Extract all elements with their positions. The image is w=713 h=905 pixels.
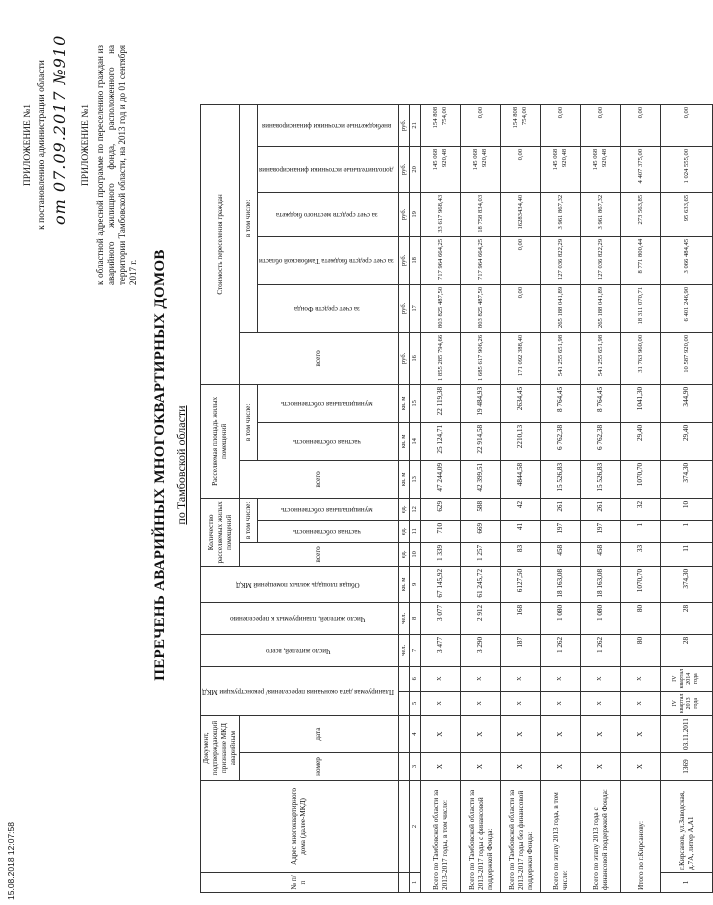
- appendix-1-label: ПРИЛОЖЕНИЕ №1: [23, 103, 33, 187]
- col-doc-date-header: дата: [240, 716, 399, 753]
- table-cell: 3 290: [460, 634, 500, 666]
- table-cell: 717 964 664,25: [420, 236, 460, 284]
- col-region-budget-header: за счет средств бюджета Тамбовской области: [258, 236, 399, 284]
- table-cell: 154 808 754,00: [500, 104, 540, 146]
- table-cell: 0,00: [660, 104, 712, 146]
- table-cell: 803 825 487,50: [420, 284, 460, 332]
- column-number-cell: 7: [409, 634, 420, 666]
- table-cell: 588: [460, 498, 500, 520]
- column-number-cell: 12: [409, 498, 420, 520]
- table-cell: 145 068 920,48: [460, 146, 500, 192]
- handwritten-date: от 07.09.2017 №910: [50, 34, 69, 225]
- table-cell: 29,40: [660, 422, 712, 460]
- table-cell: 8 764,45: [540, 384, 580, 422]
- table-cell: 32: [620, 498, 660, 520]
- col-residents-planned-header: Число жителей, планируемых к переселению: [201, 602, 399, 634]
- table-cell: 273 563,85: [620, 192, 660, 236]
- table-cell: X: [460, 753, 500, 781]
- print-timestamp: 15.08.2018 12:07:58: [6, 822, 16, 900]
- table-cell: 28: [660, 634, 712, 666]
- table-cell: 171 092 388,40: [500, 332, 540, 384]
- table-cell: 1 080: [580, 602, 620, 634]
- unit-cell: руб.: [398, 332, 409, 384]
- table-cell: 0,00: [540, 104, 580, 146]
- unit-cell: руб.: [398, 146, 409, 192]
- table-cell: 16283434,40: [500, 192, 540, 236]
- col-cost-header: Стоимость переселения граждан: [201, 104, 240, 384]
- unit-cell: кв. м: [398, 384, 409, 422]
- col-doc-header: Документ, подтверждающий признание МКД аварийным: [201, 716, 240, 781]
- table-cell: X: [500, 666, 540, 691]
- column-number-cell: 3: [409, 753, 420, 781]
- table-cell: 42: [500, 498, 540, 520]
- column-number-cell: 11: [409, 520, 420, 542]
- table-cell: 80: [620, 634, 660, 666]
- table-cell: 1 262: [580, 634, 620, 666]
- table-cell: 8 764,45: [580, 384, 620, 422]
- table-cell: 80: [620, 602, 660, 634]
- table-cell: 18 758 834,03: [460, 192, 500, 236]
- table-cell: 374,30: [660, 460, 712, 498]
- col-extra-budget-header: внебюджетные источники финансирования: [258, 104, 399, 146]
- table-cell: 197: [540, 520, 580, 542]
- table-cell: 95 633,65: [660, 192, 712, 236]
- table-cell: 22 119,38: [420, 384, 460, 422]
- col-rooms-header: Количество расселяемых жилых помещений: [201, 498, 240, 566]
- unit-cell: ед.: [398, 542, 409, 566]
- column-number-cell: 2: [409, 781, 420, 873]
- table-cell: 18 163,08: [540, 566, 580, 602]
- col-rooms-municipal-header: муниципальная собственность: [258, 498, 399, 520]
- col-area-total-header: всего: [240, 460, 399, 498]
- table-cell: X: [460, 666, 500, 691]
- table-cell: X: [460, 716, 500, 753]
- column-number-cell: 19: [409, 192, 420, 236]
- row-label-cell: Всего по Тамбовской области за 2013-2017 годы с финансовой поддержкой Фонда:: [460, 781, 500, 893]
- table-cell: 717 964 664,25: [460, 236, 500, 284]
- table-cell: 374,30: [660, 566, 712, 602]
- column-number-cell: 21: [409, 104, 420, 146]
- unit-cell: кв. м: [398, 566, 409, 602]
- col-num-header: № п/п: [201, 873, 399, 893]
- table-cell: 1: [620, 520, 660, 542]
- table-cell: X: [620, 753, 660, 781]
- row-label-cell: Всего по этапу 2013 года, в том числе:: [540, 781, 580, 893]
- table-cell: 1 024 555,00: [660, 146, 712, 192]
- table-cell: 2210,13: [500, 422, 540, 460]
- unit-cell: руб.: [398, 104, 409, 146]
- col-doc-number-header: номер: [240, 753, 399, 781]
- table-cell: 1041,30: [620, 384, 660, 422]
- table-cell: 6 762,38: [580, 422, 620, 460]
- table-cell: 187: [500, 634, 540, 666]
- table-cell: 22 914,58: [460, 422, 500, 460]
- col-address-header: Адрес многоквартирного дома (далее-МКД): [201, 781, 399, 873]
- table-cell: X: [620, 691, 660, 716]
- table-cell: 10 587 920,00: [660, 332, 712, 384]
- table-cell: X: [580, 716, 620, 753]
- unit-cell: кв. м: [398, 422, 409, 460]
- column-number-cell: 4: [409, 716, 420, 753]
- table-cell: 0,00: [460, 104, 500, 146]
- table-cell: X: [500, 691, 540, 716]
- table-cell: 458: [540, 542, 580, 566]
- table-cell: 3 477: [420, 634, 460, 666]
- table-cell: 265 188 041,89: [540, 284, 580, 332]
- table-cell: 25 124,71: [420, 422, 460, 460]
- table-cell: X: [460, 691, 500, 716]
- unit-cell: [398, 716, 409, 753]
- table-cell: 41: [500, 520, 540, 542]
- table-cell: 19 484,93: [460, 384, 500, 422]
- column-number-cell: 15: [409, 384, 420, 422]
- unit-cell: чел.: [398, 602, 409, 634]
- col-area-including-header: в том числе:: [240, 384, 258, 460]
- col-cost-including-header: в том числе:: [240, 104, 258, 332]
- table-cell: 28: [660, 602, 712, 634]
- col-area-header: Расселяемая площадь жилых помещений: [201, 384, 240, 498]
- table-cell: X: [620, 716, 660, 753]
- table-cell: 18 311 070,71: [620, 284, 660, 332]
- column-number-cell: 8: [409, 602, 420, 634]
- col-rooms-total-header: всего: [240, 542, 399, 566]
- column-number-cell: 14: [409, 422, 420, 460]
- table-row: [460, 104, 500, 892]
- table-cell: 6127,50: [500, 566, 540, 602]
- table-cell: X: [420, 753, 460, 781]
- table-cell: 1 685 617 906,26: [460, 332, 500, 384]
- row-number-cell: 1: [660, 873, 712, 893]
- column-number-cell: 17: [409, 284, 420, 332]
- table-cell: 33 617 968,43: [420, 192, 460, 236]
- table-cell: X: [420, 691, 460, 716]
- table-cell: 2 912: [460, 602, 500, 634]
- col-rooms-including-header: в том числе:: [240, 498, 258, 542]
- table-cell: IV квартал 2014 года: [660, 666, 712, 691]
- table-cell: 168: [500, 602, 540, 634]
- table-cell: 11: [660, 542, 712, 566]
- col-rooms-private-header: частная собственность: [258, 520, 399, 542]
- table-cell: 0,00: [500, 236, 540, 284]
- table-cell: 1 257: [460, 542, 500, 566]
- resolution-line: к постановлению администрации области: [37, 60, 47, 230]
- table-cell: 31 763 960,00: [620, 332, 660, 384]
- col-local-budget-header: за счет средств местного бюджета: [258, 192, 399, 236]
- table-cell: 197: [580, 520, 620, 542]
- table-row: [620, 104, 660, 892]
- table-cell: 0,00: [500, 284, 540, 332]
- table-cell: X: [540, 753, 580, 781]
- appendix-2-label: ПРИЛОЖЕНИЕ №1: [81, 103, 91, 187]
- table-cell: 127 036 822,29: [540, 236, 580, 284]
- table-cell: 3 077: [420, 602, 460, 634]
- table-cell: 15 526,83: [540, 460, 580, 498]
- table-row: [580, 104, 620, 892]
- page-title: ПЕРЕЧЕНЬ АВАРИЙНЫХ МНОГОКВАРТИРНЫХ ДОМОВ: [152, 249, 168, 681]
- column-number-cell: 5: [409, 691, 420, 716]
- table-cell: 145 068 920,48: [420, 146, 460, 192]
- table-cell: 1 262: [540, 634, 580, 666]
- table-cell: X: [540, 691, 580, 716]
- unit-cell: чел.: [398, 634, 409, 666]
- table-cell: X: [580, 666, 620, 691]
- table-cell: 3 066 484,45: [660, 236, 712, 284]
- table-cell: 33: [620, 542, 660, 566]
- unit-cell: [398, 873, 409, 893]
- column-number-cell: 13: [409, 460, 420, 498]
- table-cell: 0,00: [580, 104, 620, 146]
- table-cell: 458: [580, 542, 620, 566]
- table-cell: 710: [420, 520, 460, 542]
- col-cost-total-header: всего: [240, 332, 399, 384]
- table-cell: X: [540, 716, 580, 753]
- unit-cell: ед.: [398, 498, 409, 520]
- table-cell: X: [540, 666, 580, 691]
- table-cell: 4 407 375,00: [620, 146, 660, 192]
- table-cell: X: [420, 666, 460, 691]
- table-cell: X: [420, 716, 460, 753]
- table-cell: 18 163,08: [580, 566, 620, 602]
- unit-cell: кв. м: [398, 460, 409, 498]
- table-cell: 3 961 867,32: [540, 192, 580, 236]
- table-cell: 541 255 651,98: [580, 332, 620, 384]
- table-cell: 47 244,09: [420, 460, 460, 498]
- program-reference: к областной адресной программе по переселению граждан из аварийного жилищного фонда, расположенного на территории Тамбовской области, на 2013 год и до 01 сентября 2017 г.: [95, 45, 138, 285]
- table-cell: 3 961 867,32: [580, 192, 620, 236]
- table-cell: 344,90: [660, 384, 712, 422]
- table-cell: 541 255 651,98: [540, 332, 580, 384]
- houses-table: [200, 104, 713, 893]
- column-number-cell: 6: [409, 666, 420, 691]
- table-cell: X: [580, 753, 620, 781]
- column-number-cell: 20: [409, 146, 420, 192]
- col-area-municipal-header: муниципальная собственность: [258, 384, 399, 422]
- unit-cell: ед.: [398, 520, 409, 542]
- table-cell: 1: [660, 520, 712, 542]
- table-cell: 61 245,72: [460, 566, 500, 602]
- table-cell: 2634,45: [500, 384, 540, 422]
- table-cell: IV квартал 2013 года: [660, 691, 712, 716]
- row-label-cell: Итого по г.Кирсанову:: [620, 781, 660, 893]
- column-number-cell: 9: [409, 566, 420, 602]
- table-cell: 265 188 041,89: [580, 284, 620, 332]
- table-cell: 42 399,51: [460, 460, 500, 498]
- table-cell: 803 825 487,50: [460, 284, 500, 332]
- table-cell: 629: [420, 498, 460, 520]
- table-row: [500, 104, 540, 892]
- table-cell: 1070,70: [620, 460, 660, 498]
- table-cell: 8 771 800,44: [620, 236, 660, 284]
- col-planned-header: Планируемая дата окончания переселения/ реконструкции МКД: [201, 666, 399, 715]
- table-row: [660, 104, 712, 892]
- table-cell: 261: [540, 498, 580, 520]
- table-cell: 669: [460, 520, 500, 542]
- col-fund-header: за счет средств Фонда: [258, 284, 399, 332]
- region-subtitle: по Тамбовской области: [174, 405, 188, 525]
- table-cell: 4844,58: [500, 460, 540, 498]
- table-cell: 1070,70: [620, 566, 660, 602]
- table-cell: 145 068 920,48: [540, 146, 580, 192]
- column-number-cell: 18: [409, 236, 420, 284]
- unit-cell: [398, 666, 409, 691]
- unit-cell: [398, 781, 409, 873]
- column-number-cell: 1: [409, 873, 420, 893]
- table-row: [420, 104, 460, 892]
- col-total-area-header: Общая площадь жилых помещений МКД: [201, 566, 399, 602]
- row-label-cell: Всего по Тамбовской области за 2013-2017 годы, в том числе:: [420, 781, 460, 893]
- row-label-cell: Всего по Тамбовской области за 2013-2017 годы без финансовой поддержки Фонда:: [500, 781, 540, 893]
- table-cell: 10: [660, 498, 712, 520]
- unit-cell: руб.: [398, 236, 409, 284]
- table-cell: 29,40: [620, 422, 660, 460]
- table-cell: 83: [500, 542, 540, 566]
- col-additional-header: дополнительные источники финансирования: [258, 146, 399, 192]
- table-cell: 6 762,38: [540, 422, 580, 460]
- table-cell: 145 068 920,48: [580, 146, 620, 192]
- row-label-cell: Всего по этапу 2013 года с финансовой поддержкой Фонда:: [580, 781, 620, 893]
- table-cell: 1 339: [420, 542, 460, 566]
- col-area-private-header: частная собственность: [258, 422, 399, 460]
- row-label-cell: г.Кирсанов, ул.Заводская, д.7А, литер А,А1: [660, 781, 712, 873]
- table-cell: 261: [580, 498, 620, 520]
- column-number-cell: 16: [409, 332, 420, 384]
- table-cell: 127 036 822,29: [580, 236, 620, 284]
- table-cell: 0,00: [620, 104, 660, 146]
- table-cell: 03.11.2011: [660, 716, 712, 753]
- column-number-cell: 10: [409, 542, 420, 566]
- table-cell: 15 526,83: [580, 460, 620, 498]
- table-row: [540, 104, 580, 892]
- table-cell: X: [620, 666, 660, 691]
- table-cell: 1 080: [540, 602, 580, 634]
- unit-cell: руб.: [398, 284, 409, 332]
- table-cell: X: [500, 753, 540, 781]
- col-residents-header: Число жителей, всего: [201, 634, 399, 666]
- table-cell: 6 401 246,90: [660, 284, 712, 332]
- unit-cell: [398, 753, 409, 781]
- unit-cell: [398, 691, 409, 716]
- table-cell: 67 145,92: [420, 566, 460, 602]
- table-cell: 0,00: [500, 146, 540, 192]
- table-cell: 1369: [660, 753, 712, 781]
- table-cell: X: [500, 716, 540, 753]
- unit-cell: руб.: [398, 192, 409, 236]
- table-cell: 154 808 754,00: [420, 104, 460, 146]
- table-cell: X: [580, 691, 620, 716]
- table-cell: 1 855 285 794,66: [420, 332, 460, 384]
